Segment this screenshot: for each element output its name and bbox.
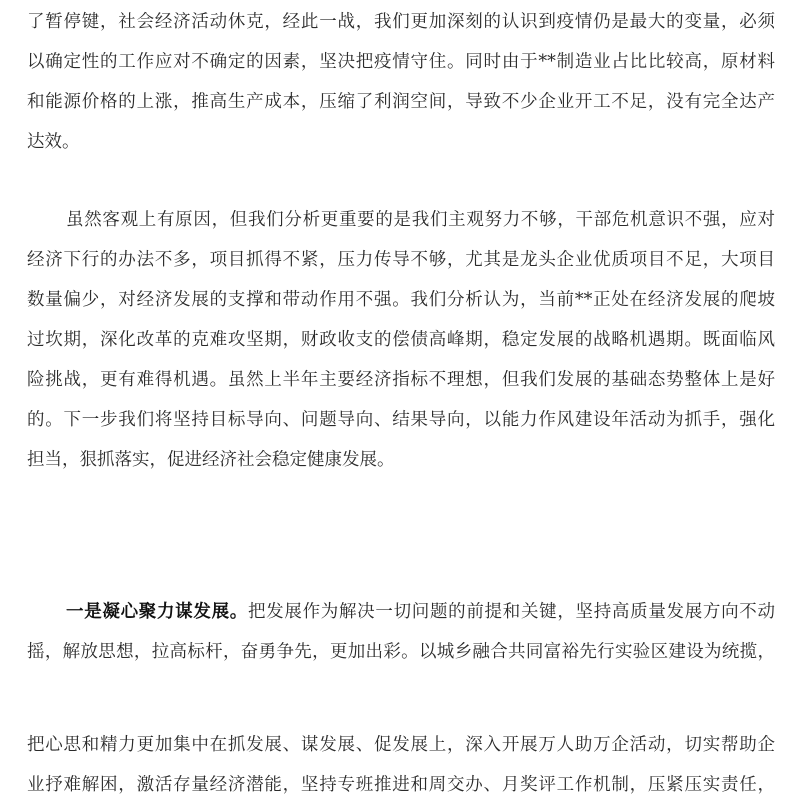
- text-line: 达效。: [27, 132, 80, 152]
- text-line: 了暂停键，社会经济活动休克，经此一战，我们更加深刻的认识到疫情仍是最大的变量，必须: [27, 12, 775, 32]
- text-line: 以确定性的工作应对不确定的因素，坚决把疫情守住。同时由于**制造业占比比较高，原材料: [27, 52, 775, 72]
- text-line: 过坎期，深化改革的克难攻坚期，财政收支的偿债高峰期，稳定发展的战略机遇期。既面临风: [27, 330, 775, 350]
- text-line: 的。下一步我们将坚持目标导向、问题导向、结果导向，以能力作风建设年活动为抓手，强化: [27, 410, 775, 430]
- text-line: 和能源价格的上涨，推高生产成本，压缩了利润空间，导致不少企业开工不足，没有完全达产: [27, 92, 775, 112]
- text-line: [66, 597, 775, 627]
- text-line: 把心思和精力更加集中在抓发展、谋发展、促发展上，深入开展万人助万企活动，切实帮助企: [27, 735, 775, 755]
- text-line: 虽然客观上有原因，但我们分析更重要的是我们主观努力不够，干部危机意识不强，应对: [66, 210, 775, 230]
- text-line: 数量偏少，对经济发展的支撑和带动作用不强。我们分析认为，当前**正处在经济发展的爬坡: [27, 290, 775, 310]
- text-line: 摇，解放思想，拉高标杆，奋勇争先，更加出彩。以城乡融合共同富裕先行实验区建设为统揽，: [27, 642, 775, 662]
- text-line: 担当，狠抓落实，促进经济社会稳定健康发展。: [27, 450, 395, 470]
- paragraph-heading: 一是凝心聚力谋发展。: [66, 602, 248, 622]
- text-line: 业抒难解困，激活存量经济潜能，坚持专班推进和周交办、月奖评工作机制，压紧压实责任，: [27, 775, 775, 795]
- text-line: 经济下行的办法不多，项目抓得不紧，压力传导不够，尤其是龙头企业优质项目不足，大项目: [27, 250, 775, 270]
- heading-line-rest: 把发展作为解决一切问题的前提和关键，坚持高质量发展方向不动: [247, 602, 776, 622]
- text-line: 险挑战，更有难得机遇。虽然上半年主要经济指标不理想，但我们发展的基础态势整体上是好: [27, 370, 775, 390]
